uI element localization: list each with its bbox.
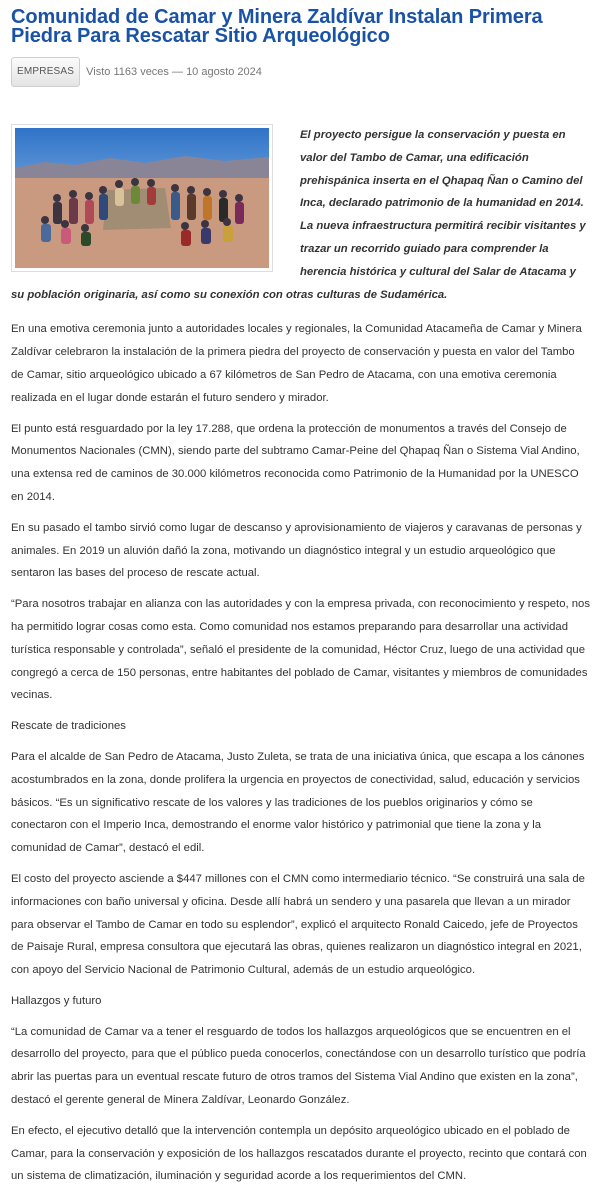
- article-body: [11, 124, 590, 1188]
- view-count: Visto 1163 veces: [86, 66, 169, 78]
- meta-separator: —: [172, 66, 183, 78]
- article-paragraph: “La comunidad de Camar va a tener el resguardo de todos los hallazgos arqueológicos que se encuentren en el desarrollo del proyecto, para que el público pueda conocerlos, conectándose con un desarrollo turístico que podría abrir las puertas para un eventual rescate futuro de otros tramos del Sistema Vial Andino que existen en la zona”, destacó el gerente general de Minera Zaldívar, Leonardo González.: [11, 1025, 586, 1107]
- category-tag[interactable]: EMPRESAS: [11, 57, 80, 87]
- section-heading: Hallazgos y futuro: [11, 994, 102, 1007]
- article-paragraph: En su pasado el tambo sirvió como lugar de descanso y aprovisionamiento de viajeros y caravanas de personas y animales. En 2019 un aluvión dañó la zona, motivando un diagnóstico integral y un estudio arqueológico que sentaron las bases del proceso de rescate actual.: [11, 521, 582, 580]
- article-paragraph: En una emotiva ceremonia junto a autoridades locales y regionales, la Comunidad Atacameña de Camar y Minera Zaldívar celebraron la instalación de la primera piedra del proyecto de conservación y puesta en valor del Tambo de Camar, sitio arqueológico ubicado a 67 kilómetros de San Pedro de Atacama, con una emotiva ceremonia realizada en el lugar donde estarán el futuro sendero y mirador.: [11, 323, 582, 404]
- article-paragraph: El costo del proyecto asciende a $447 millones con el CMN como intermediario técnico. “Se construirá una sala de informaciones con baño universal y oficina. Desde allí habrá un sendero y una pasarela que llevan a un mirador para observar el Tambo de Camar en todo su esplendor”, explicó el arquitecto Ronald Caicedo, jefe de Proyectos de Paisaje Rural, empresa consultora que ejecutará las obras, quienes realizaron un diagnóstico integral en 2021, con apoyo del Servicio Nacional de Patrimonio Cultural, además de un estudio arqueológico.: [11, 872, 585, 977]
- article-paragraph: En efecto, el ejecutivo detalló que la intervención contempla un depósito arqueológico ubicado en el poblado de Camar, para la conservación y exposición de los hallazgos rescatados durante el proyecto, recinto que contará con un sistema de climatización, iluminación y seguridad acorde a los requerimientos del CMN.: [11, 1124, 587, 1183]
- article-lead: El proyecto persigue la conservación y puesta en valor del Tambo de Camar, una edificación prehispánica inserta en el Qhapaq Ñan o Camino del Inca, declarado patrimonio de la humanidad en 2014. La nueva infraestructura permitirá recibir visitantes y trazar un recorrido guiado para comprender la herencia histórica y cultural del Salar de Atacama y su población originaria, así como su conexión con otras culturas de Sudamérica.: [11, 129, 586, 301]
- article-photo[interactable]: [11, 124, 273, 272]
- article-paragraph: El punto está resguardado por la ley 17.288, que ordena la protección de monumentos a través del Consejo de Monumentos Nacionales (CMN), siendo parte del subtramo Camar-Peine del Qhapaq Ñan o Sistema Vial Andino, una extensa red de caminos de 30.000 kilómetros reconocida como Patrimonio de la Humanidad por la UNESCO en 2014.: [11, 422, 580, 503]
- article-paragraph: “Para nosotros trabajar en alianza con las autoridades y con la empresa privada, con reconocimiento y respeto, nos ha permitido lograr cosas como esta. Como comunidad nos estamos preparando para desarrollar una actividad turística responsable y controlada”, señaló el presidente de la comunidad, Héctor Cruz, luego de una actividad que congregó a cerca de 150 personas, entre habitantes del poblado de Camar, visitantes y miembros de comunidades vecinas.: [11, 598, 590, 702]
- article-paragraph: Para el alcalde de San Pedro de Atacama, Justo Zuleta, se trata de una iniciativa única, que escapa a los cánones acostumbrados en la zona, donde prolifera la urgencia en proyectos de conectividad, salud, educación y servicios básicos. “Es un significativo rescate de los valores y las tradiciones de los pueblos originarios y cómo se conectaron con el Imperio Inca, demostrando el enorme valor histórico y patrimonial que tiene la zona y la comunidad de Camar”, destacó el edil.: [11, 750, 585, 855]
- publish-date: 10 agosto 2024: [186, 66, 262, 78]
- group-photo-image: [15, 128, 269, 268]
- section-heading: Rescate de tradiciones: [11, 720, 126, 733]
- article-info: [86, 66, 262, 78]
- article-title[interactable]: Comunidad de Camar y Minera Zaldívar Instalan Primera Piedra Para Rescatar Sitio Arqueológico: [11, 6, 543, 47]
- article-meta: [11, 57, 590, 87]
